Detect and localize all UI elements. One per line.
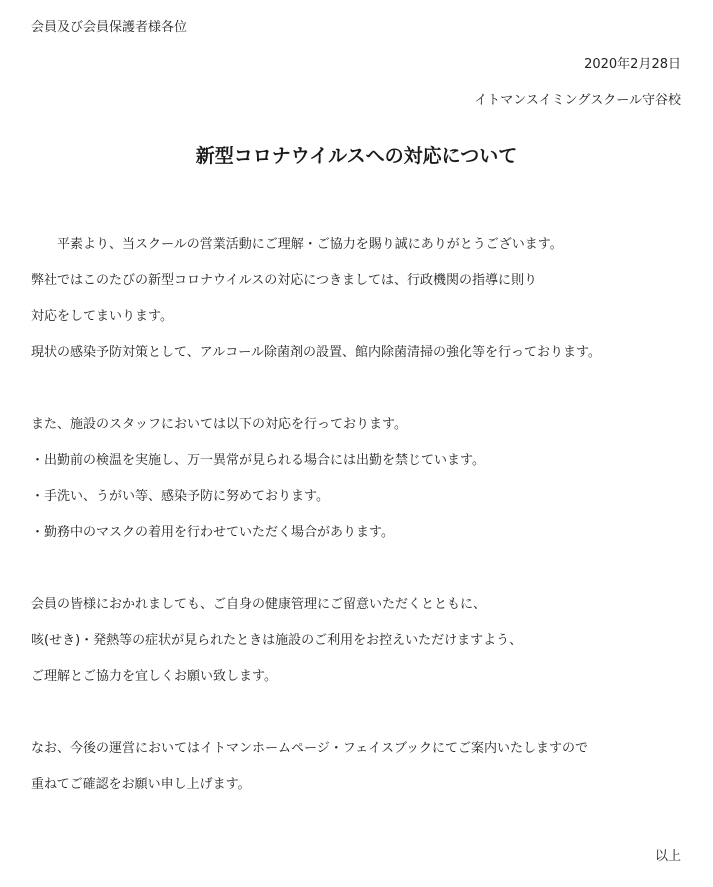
list-item: ・出勤前の検温を実施し、万一異常が見られる場合には出勤を禁じています。 (31, 453, 485, 468)
body-line: 咳(せき)・発熱等の症状が見られたときは施設のご利用をお控えいただけますよう、 (31, 633, 523, 648)
body-line: 弊社ではこのたびの新型コロナウイルスの対応につきましては、行政機関の指導に則り (31, 273, 537, 288)
body-line: 現状の感染予防対策として、アルコール除菌剤の設置、館内除菌清掃の強化等を行っております。 (31, 345, 601, 360)
sender: イトマンスイミングスクール守谷校 (474, 93, 681, 108)
body-line: ご理解とご協力を宜しくお願い致します。 (31, 669, 277, 684)
list-item: ・勤務中のマスクの着用を行わせていただく場合があります。 (31, 525, 394, 540)
body-line: 平素より、当スクールの営業活動にご理解・ご協力を賜り誠にありがとうございます。 (31, 237, 563, 252)
addressee: 会員及び会員保護者様各位 (31, 20, 188, 35)
body-line: 対応をしてまいります。 (31, 309, 173, 324)
list-item: ・手洗い、うがい等、感染予防に努めております。 (31, 489, 329, 504)
body-line: また、施設のスタッフにおいては以下の対応を行っております。 (31, 417, 407, 432)
body-line: 会員の皆様におかれましても、ご自身の健康管理にご留意いただくとともに、 (31, 597, 487, 612)
body-line: なお、今後の運営においてはイトマンホームページ・フェイスブックにてご案内いたしますので (31, 741, 589, 756)
closing-mark: 以上 (654, 849, 681, 864)
date: 2020年2月28日 (584, 57, 681, 72)
page-title: 新型コロナウイルスへの対応について (195, 145, 518, 167)
body-line: 重ねてご確認をお願い申し上げます。 (31, 777, 251, 792)
